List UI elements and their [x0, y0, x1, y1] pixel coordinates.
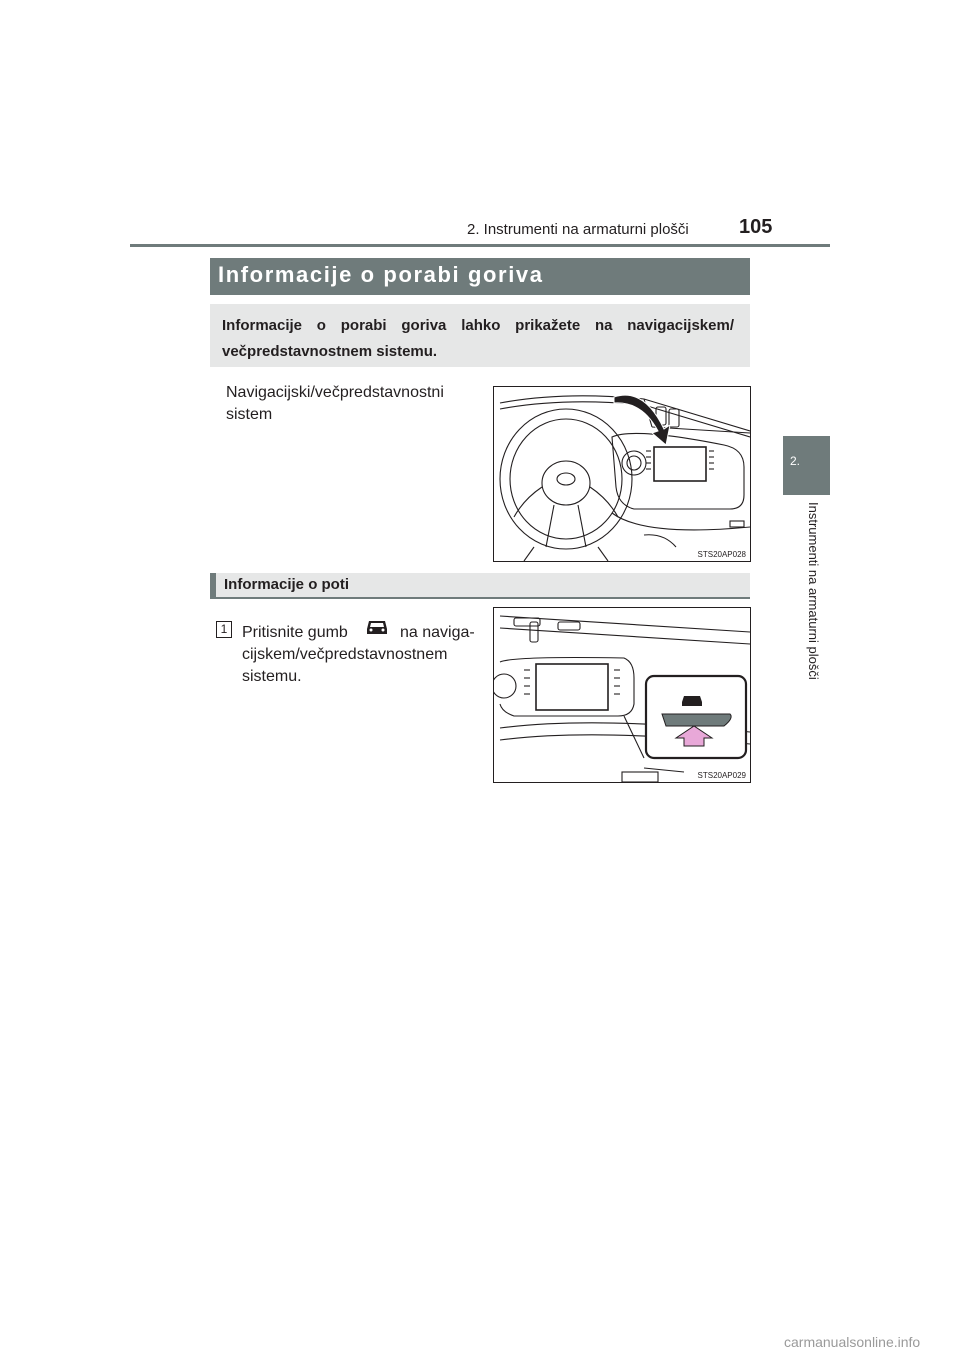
page-number: 105 — [739, 216, 773, 238]
zoom-car-icon — [682, 696, 702, 706]
chapter-tab-number: 2. — [790, 454, 801, 468]
dashboard-figure — [493, 386, 751, 562]
intro-text: Informacije o porabi goriva lahko prikažete na navigacijskem/ večpredstavnostnem sistemu. — [222, 317, 734, 360]
step-text-after: na naviga- — [400, 624, 475, 641]
step-text-line2: cijskem/večpredstavnostnem — [242, 646, 448, 663]
nav-system-label: Navigacijski/večpredstavnostni sistem — [226, 384, 444, 423]
pointer-arrow-icon — [614, 395, 670, 445]
subsection-rule — [210, 597, 750, 599]
figure-code: STS20AP029 — [697, 771, 746, 780]
step-text-line3: sistemu. — [242, 668, 302, 685]
car-icon — [365, 617, 389, 637]
section-title: Informacije o porabi goriva — [218, 262, 544, 287]
footer-watermark: carmanualsonline.info — [784, 1334, 921, 1350]
console-illustration — [494, 608, 750, 782]
step-number: 1 — [216, 621, 232, 638]
dashboard-illustration — [494, 387, 750, 561]
step-text-before: Pritisnite gumb — [242, 624, 348, 641]
running-header-section: 2. Instrumenti na armaturni plošči — [467, 221, 689, 238]
figure-code: STS20AP028 — [697, 550, 746, 559]
header-rule — [130, 244, 830, 247]
subsection-title: Informacije o poti — [224, 576, 350, 593]
console-figure — [493, 607, 751, 783]
chapter-tab-label: Instrumenti na armaturni plošči — [806, 502, 821, 680]
